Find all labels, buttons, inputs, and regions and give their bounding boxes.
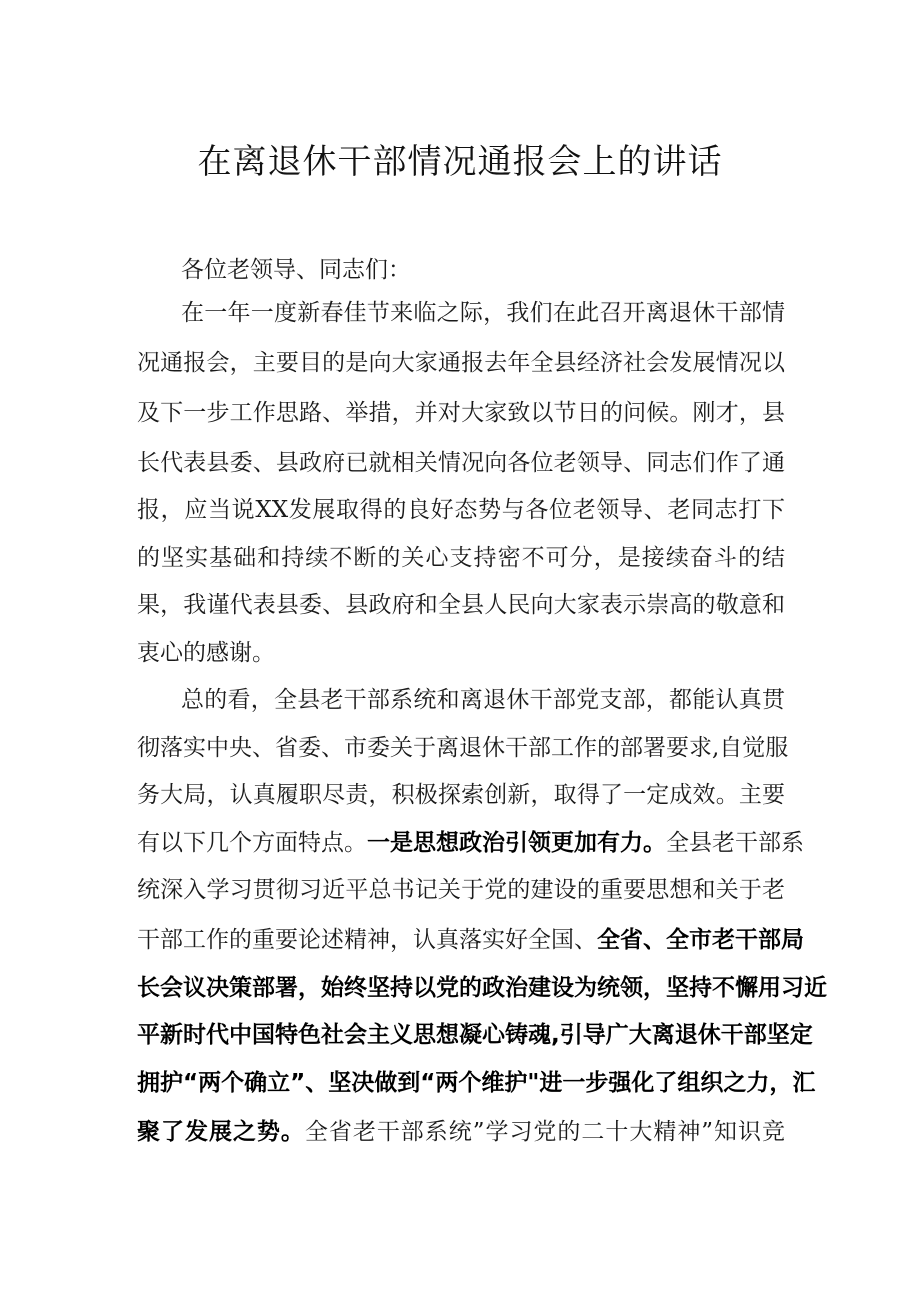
paragraph-line: 况通报会，主要目的是向大家通报去年全县经济社会发展情况以 bbox=[137, 350, 785, 376]
line-text: 全省老干部系统”学习党的二十大精神”知识竞 bbox=[304, 1119, 785, 1145]
paragraph-line bbox=[137, 823, 804, 863]
page-title: 在离退休干部情况通报会上的讲话 bbox=[197, 142, 723, 182]
paragraph-line bbox=[137, 1112, 785, 1152]
paragraph-line: 衷心的感谢。 bbox=[137, 640, 275, 666]
paragraph-line: 务大局，认真履职尽责，积极探索创新，取得了一定成效。主要 bbox=[137, 782, 785, 808]
bold-heading-point-one: 一是思想政治引领更加有力。 bbox=[367, 830, 666, 856]
line-text: 全县老干部系 bbox=[666, 830, 804, 856]
paragraph-line: 统深入学习贯彻习近平总书记关于党的建设的重要思想和关于老 bbox=[137, 877, 785, 903]
paragraph-line-bold: 拥护“两个确立”、坚决做到“两个维护"进一步强化了组织之力，汇 bbox=[137, 1070, 816, 1096]
paragraph-line: 果，我谨代表县委、县政府和全县人民向大家表示崇高的敬意和 bbox=[137, 592, 785, 618]
bold-text: 全省、全市老干部局 bbox=[597, 927, 804, 953]
paragraph-line: 长代表县委、县政府已就相关情况向各位老领导、同志们作了通 bbox=[137, 450, 785, 476]
paragraph-line-bold: 平新时代中国特色社会主义思想凝心铸魂,引导广大离退休干部坚定 bbox=[137, 1022, 813, 1048]
salutation: 各位老领导、同志们： bbox=[181, 257, 411, 283]
paragraph-line: 的坚实基础和持续不断的关心支持密不可分，是接续奋斗的结 bbox=[137, 545, 785, 571]
paragraph-line: 总的看，全县老干部系统和离退休干部党支部，都能认真贯 bbox=[181, 687, 785, 713]
paragraph-line: 彻落实中央、省委、市委关于离退休干部工作的部署要求,自觉服 bbox=[137, 735, 789, 761]
paragraph-line bbox=[137, 920, 804, 960]
paragraph-line: 及下一步工作思路、举措，并对大家致以节日的问候。刚才，县 bbox=[137, 400, 785, 426]
bold-text: 聚了发展之势。 bbox=[137, 1119, 305, 1145]
line-text: 有以下几个方面特点。 bbox=[137, 830, 367, 856]
paragraph-line-bold: 长会议决策部署，始终坚持以党的政治建设为统领，坚持不懈用习近 bbox=[137, 975, 827, 1001]
line-text: 干部工作的重要论述精神，认真落实好全国、 bbox=[137, 927, 597, 953]
paragraph-line: 报，应当说XX发展取得的良好态势与各位老领导、老同志打下 bbox=[137, 497, 785, 523]
paragraph-line: 在一年一度新春佳节来临之际，我们在此召开离退休干部情 bbox=[181, 300, 785, 326]
